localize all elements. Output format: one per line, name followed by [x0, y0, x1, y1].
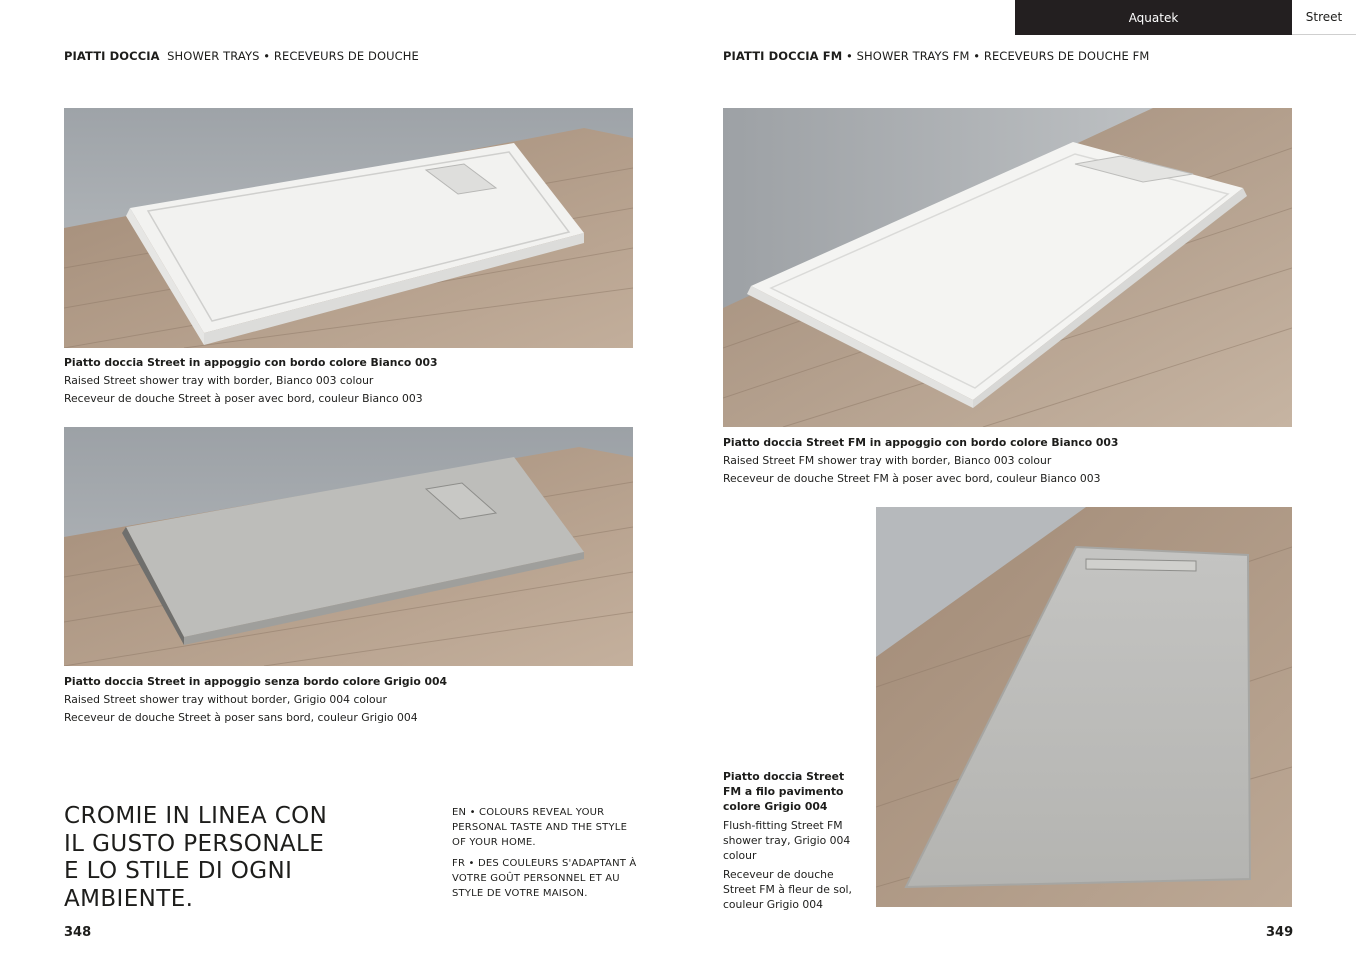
section-tab-street[interactable]: Street — [1292, 0, 1356, 35]
page-number-left: 348 — [64, 925, 92, 940]
caption-left-1-fr: Receveur de douche Street à poser avec bord, couleur Bianco 003 — [64, 392, 423, 405]
photo-street-grey-borderless — [64, 427, 633, 666]
photo-street-fm-white-bordered — [723, 108, 1292, 427]
right-header-bold: PIATTI DOCCIA FM — [723, 49, 843, 63]
claim-line-2: IL GUSTO PERSONALE — [64, 830, 325, 857]
caption-left-1-it: Piatto doccia Street in appoggio con bordo colore Bianco 003 — [64, 356, 438, 369]
claim-en: EN • COLOURS REVEAL YOUR PERSONAL TASTE AND THE STYLE OF YOUR HOME. — [452, 807, 628, 848]
page-number-right: 349 — [1266, 925, 1294, 940]
photo-street-white-bordered — [64, 108, 633, 348]
right-header-rest: • SHOWER TRAYS FM • RECEVEURS DE DOUCHE FM — [846, 49, 1150, 63]
caption-left-2-en: Raised Street shower tray without border, Grigio 004 colour — [64, 693, 387, 706]
claim-line-3: E LO STILE DI OGNI — [64, 858, 293, 884]
caption-right-1-it: Piatto doccia Street FM in appoggio con bordo colore Bianco 003 — [723, 436, 1119, 449]
caption-left-1-en: Raised Street shower tray with border, Bianco 003 colour — [64, 374, 374, 387]
brand-tab[interactable]: Aquatek — [1015, 0, 1292, 35]
photo-street-fm-grey-flush — [876, 507, 1292, 907]
caption-right-1-en: Raised Street FM shower tray with border, Bianco 003 colour — [723, 454, 1052, 467]
left-page-header — [64, 49, 419, 63]
claim-translations — [452, 805, 642, 907]
caption-right-1-fr: Receveur de douche Street FM à poser avec bord, couleur Bianco 003 — [723, 472, 1101, 485]
caption-right-2 — [723, 769, 863, 916]
caption-left-2 — [64, 673, 447, 727]
caption-right-2-fr: Receveur de douche Street FM à fleur de sol, couleur Grigio 004 — [723, 868, 852, 911]
right-page-header — [723, 49, 1149, 63]
left-header-bold: PIATTI DOCCIA — [64, 49, 160, 63]
caption-right-1 — [723, 434, 1118, 488]
caption-left-2-fr: Receveur de douche Street à poser sans bord, couleur Grigio 004 — [64, 711, 418, 724]
caption-right-2-it: Piatto doccia Street FM a filo pavimento colore Grigio 004 — [723, 770, 845, 813]
caption-left-1 — [64, 354, 438, 408]
left-header-rest: SHOWER TRAYS • RECEVEURS DE DOUCHE — [167, 49, 419, 63]
caption-left-2-it: Piatto doccia Street in appoggio senza bordo colore Grigio 004 — [64, 675, 448, 688]
claim-headline — [64, 803, 404, 913]
claim-line-1: CROMIE IN LINEA CON — [64, 803, 328, 829]
claim-line-4: AMBIENTE. — [64, 885, 194, 912]
caption-right-2-en: Flush-fitting Street FM shower tray, Grigio 004 colour — [723, 819, 851, 862]
claim-fr: FR • DES COULEURS S'ADAPTANT À VOTRE GOÛT PERSONNEL ET AU STYLE DE VOTRE MAISON. — [452, 858, 637, 899]
